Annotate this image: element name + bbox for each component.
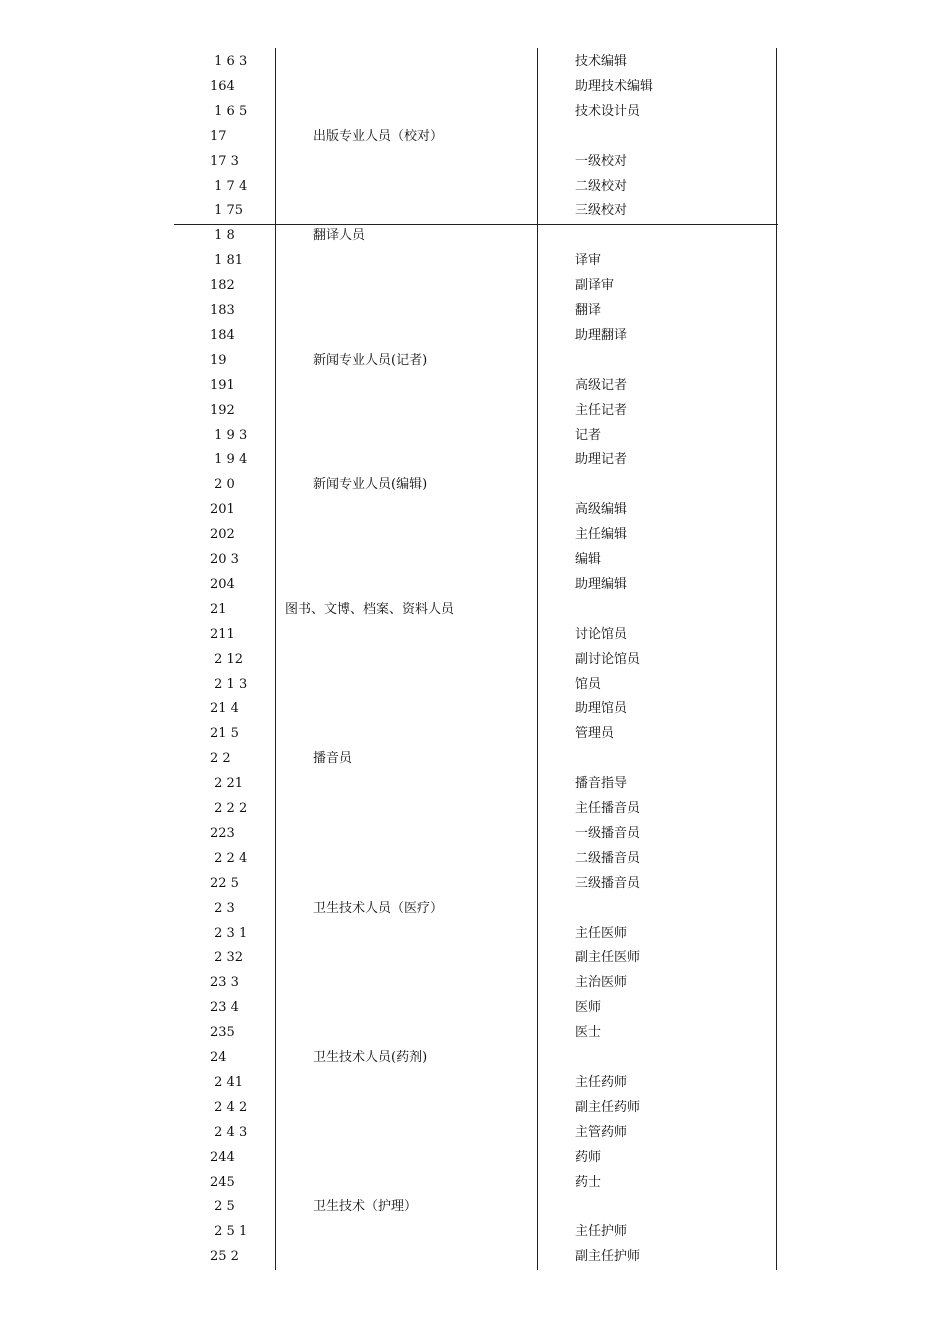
row-title: 药士 bbox=[575, 1174, 602, 1190]
table-row bbox=[0, 847, 950, 872]
row-title: 副主任护师 bbox=[575, 1249, 641, 1265]
row-code: 2 4 3 bbox=[210, 1124, 248, 1140]
row-title: 管理员 bbox=[575, 726, 615, 742]
row-title: 播音指导 bbox=[575, 776, 628, 792]
table-row bbox=[0, 1146, 950, 1171]
row-code: 2 12 bbox=[210, 651, 244, 667]
row-title: 译审 bbox=[575, 253, 602, 269]
row-title: 副主任医师 bbox=[575, 950, 641, 966]
row-title: 三级播音员 bbox=[575, 875, 641, 891]
table-row bbox=[0, 996, 950, 1021]
table-row bbox=[0, 424, 950, 449]
table-row bbox=[0, 897, 950, 922]
table-row bbox=[0, 772, 950, 797]
row-code: 1 81 bbox=[210, 253, 244, 269]
table-row bbox=[0, 1171, 950, 1196]
table-row bbox=[0, 274, 950, 299]
row-code: 19 bbox=[210, 352, 227, 368]
row-title: 医师 bbox=[575, 1000, 602, 1016]
row-title: 技术编辑 bbox=[575, 54, 628, 69]
row-title: 助理技术编辑 bbox=[575, 78, 654, 94]
row-code: 20 3 bbox=[210, 552, 239, 567]
table-row bbox=[0, 523, 950, 548]
row-code: 2 2 bbox=[210, 751, 231, 767]
row-code: 2 5 bbox=[210, 1199, 235, 1215]
table-row bbox=[0, 722, 950, 747]
row-code: 21 5 bbox=[210, 726, 239, 742]
row-title: 一级校对 bbox=[575, 153, 628, 169]
row-code: 223 bbox=[210, 825, 235, 841]
table-row bbox=[0, 1021, 950, 1046]
row-title: 主任记者 bbox=[575, 402, 628, 418]
row-code: 2 4 2 bbox=[210, 1099, 248, 1115]
row-code: 2 0 bbox=[210, 477, 235, 493]
row-code: 25 2 bbox=[210, 1249, 239, 1265]
row-title: 主任播音员 bbox=[575, 801, 641, 816]
table-row bbox=[0, 150, 950, 175]
row-title: 主管药师 bbox=[575, 1124, 628, 1140]
table-row bbox=[0, 573, 950, 598]
row-category: 翻译人员 bbox=[313, 228, 366, 244]
row-title: 主治医师 bbox=[575, 975, 628, 991]
row-code: 2 3 1 bbox=[210, 925, 248, 941]
row-category: 卫生技术人员（医疗） bbox=[313, 900, 444, 916]
row-title: 高级记者 bbox=[575, 377, 628, 393]
row-title: 副讨论馆员 bbox=[575, 651, 641, 667]
row-title: 记者 bbox=[575, 427, 602, 443]
row-code: 21 4 bbox=[210, 701, 239, 717]
row-title: 助理编辑 bbox=[575, 576, 628, 592]
row-title: 医士 bbox=[575, 1025, 602, 1041]
row-category: 出版专业人员（校对） bbox=[313, 128, 444, 144]
row-code: 17 bbox=[210, 128, 227, 144]
row-code: 192 bbox=[210, 402, 235, 418]
row-code: 1 7 4 bbox=[210, 178, 248, 194]
row-code: 211 bbox=[210, 626, 235, 642]
row-code: 23 3 bbox=[210, 975, 239, 991]
table-row bbox=[0, 100, 950, 125]
row-code: 244 bbox=[210, 1149, 235, 1165]
row-category: 图书、文博、档案、资料人员 bbox=[285, 601, 455, 617]
table-row bbox=[0, 1046, 950, 1071]
row-title: 助理翻译 bbox=[575, 327, 628, 343]
row-title: 药师 bbox=[575, 1149, 602, 1165]
row-code: 22 5 bbox=[210, 875, 239, 891]
table-row bbox=[0, 498, 950, 523]
table-row bbox=[0, 1245, 950, 1270]
row-title: 高级编辑 bbox=[575, 502, 628, 518]
table-row bbox=[0, 1220, 950, 1245]
row-title: 副主任药师 bbox=[575, 1099, 641, 1115]
table-row bbox=[0, 324, 950, 349]
table-row bbox=[0, 1121, 950, 1146]
table-row bbox=[0, 374, 950, 399]
table-row bbox=[0, 747, 950, 772]
table-row bbox=[0, 199, 950, 224]
table-row bbox=[0, 299, 950, 324]
row-code: 191 bbox=[210, 377, 235, 393]
table-row bbox=[0, 224, 950, 249]
row-code: 1 75 bbox=[210, 203, 244, 219]
row-code: 2 41 bbox=[210, 1074, 244, 1090]
table-row bbox=[0, 50, 950, 75]
table-row bbox=[0, 249, 950, 274]
row-title: 二级播音员 bbox=[575, 850, 641, 866]
table-row bbox=[0, 1071, 950, 1096]
row-category: 新闻专业人员(编辑) bbox=[313, 477, 428, 493]
row-code: 204 bbox=[210, 576, 235, 592]
row-title: 助理馆员 bbox=[575, 701, 628, 717]
row-code: 184 bbox=[210, 327, 235, 343]
table-row bbox=[0, 648, 950, 673]
row-code: 235 bbox=[210, 1025, 235, 1041]
row-title: 讨论馆员 bbox=[575, 626, 628, 642]
table-row bbox=[0, 598, 950, 623]
table-row bbox=[0, 623, 950, 648]
row-title: 副译审 bbox=[575, 278, 615, 294]
row-code: 2 2 4 bbox=[210, 850, 248, 866]
table-row bbox=[0, 673, 950, 698]
table-row bbox=[0, 175, 950, 200]
table-row bbox=[0, 473, 950, 498]
row-code: 2 21 bbox=[210, 776, 244, 792]
row-code: 1 6 3 bbox=[210, 54, 248, 69]
row-code: 164 bbox=[210, 78, 235, 94]
table-row bbox=[0, 922, 950, 947]
row-title: 一级播音员 bbox=[575, 825, 641, 841]
row-title: 编辑 bbox=[575, 552, 602, 567]
row-code: 202 bbox=[210, 527, 235, 543]
row-code: 21 bbox=[210, 601, 227, 617]
table-row bbox=[0, 697, 950, 722]
row-title: 主任药师 bbox=[575, 1074, 628, 1090]
table-row bbox=[0, 822, 950, 847]
row-title: 助理记者 bbox=[575, 452, 628, 468]
row-code: 24 bbox=[210, 1050, 227, 1065]
row-code: 2 3 bbox=[210, 900, 235, 916]
table-row bbox=[0, 448, 950, 473]
table-row bbox=[0, 399, 950, 424]
row-category: 卫生技术（护理） bbox=[313, 1199, 418, 1215]
table-row bbox=[0, 548, 950, 573]
table-row bbox=[0, 75, 950, 100]
table-row bbox=[0, 1195, 950, 1220]
row-code: 201 bbox=[210, 502, 235, 518]
row-code: 1 6 5 bbox=[210, 103, 248, 119]
table-row bbox=[0, 872, 950, 897]
row-code: 23 4 bbox=[210, 1000, 239, 1016]
row-code: 17 3 bbox=[210, 153, 239, 169]
row-title: 馆员 bbox=[575, 676, 602, 692]
table-row bbox=[0, 797, 950, 822]
row-title: 主任编辑 bbox=[575, 527, 628, 543]
table-row bbox=[0, 971, 950, 996]
row-category: 新闻专业人员(记者) bbox=[313, 352, 428, 368]
row-code: 182 bbox=[210, 278, 235, 294]
table-row bbox=[0, 125, 950, 150]
row-code: 1 9 4 bbox=[210, 452, 248, 468]
row-code: 1 8 bbox=[210, 228, 235, 244]
table-row bbox=[0, 349, 950, 374]
row-title: 二级校对 bbox=[575, 178, 628, 194]
row-code: 1 9 3 bbox=[210, 427, 248, 443]
row-title: 主任护师 bbox=[575, 1224, 628, 1240]
row-title: 翻译 bbox=[575, 303, 602, 318]
table-row bbox=[0, 1096, 950, 1121]
row-code: 2 5 1 bbox=[210, 1224, 248, 1240]
row-code: 2 32 bbox=[210, 950, 244, 966]
row-code: 183 bbox=[210, 303, 235, 318]
row-code: 2 1 3 bbox=[210, 676, 248, 692]
row-title: 主任医师 bbox=[575, 925, 628, 941]
row-code: 245 bbox=[210, 1174, 235, 1190]
table-row bbox=[0, 946, 950, 971]
row-category: 卫生技术人员(药剂) bbox=[313, 1050, 428, 1065]
row-title: 三级校对 bbox=[575, 203, 628, 219]
row-category: 播音员 bbox=[313, 751, 353, 767]
row-title: 技术设计员 bbox=[575, 103, 641, 119]
row-code: 2 2 2 bbox=[210, 801, 248, 816]
